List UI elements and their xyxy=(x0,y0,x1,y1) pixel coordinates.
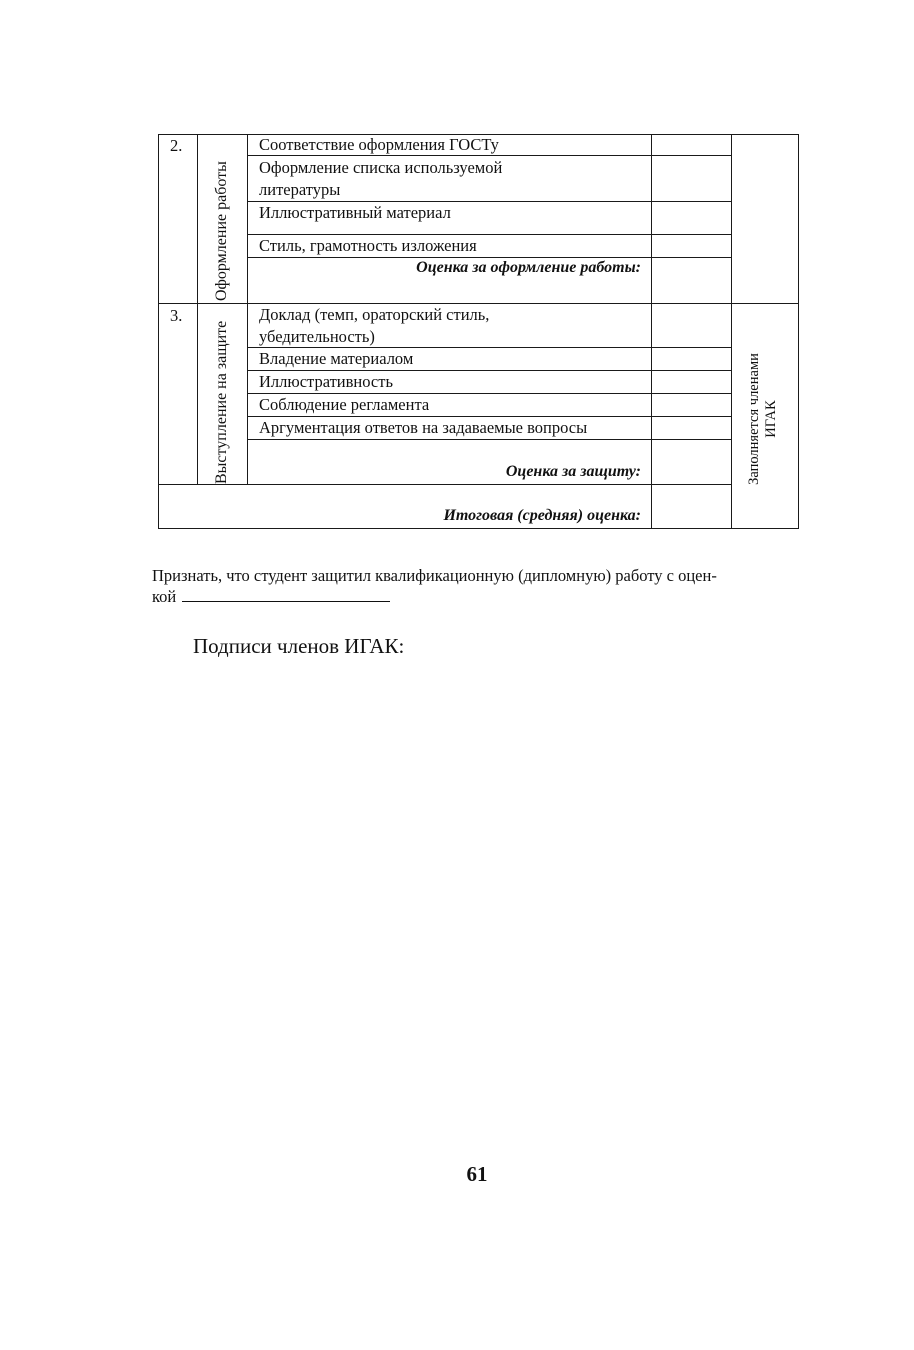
criterion-row: Иллюстративный материал xyxy=(259,203,451,222)
criterion-row: Аргументация ответов на задаваемые вопросы xyxy=(259,418,588,437)
criterion-row: Соблюдение регламента xyxy=(259,395,430,414)
grade-blank-line xyxy=(182,587,390,602)
criterion-row: Оформление списка используемой xyxy=(259,158,503,177)
section-number: 3. xyxy=(170,306,183,325)
evaluation-table xyxy=(158,134,799,529)
side-note-line: Заполняется членами xyxy=(746,353,762,485)
criterion-row: Стиль, грамотность изложения xyxy=(259,236,477,255)
statement xyxy=(152,565,802,607)
criterion-row: убедительность) xyxy=(259,327,375,346)
side-note-line: ИГАК xyxy=(763,400,779,438)
section-group-label: Выступление на защите xyxy=(213,320,230,484)
final-score-label: Итоговая (средняя) оценка: xyxy=(443,507,641,524)
statement-line: кой xyxy=(152,587,177,606)
section-group-label: Оформление работы xyxy=(213,161,230,301)
section-score-label: Оценка за защиту: xyxy=(505,463,641,480)
criterion-row: Иллюстративность xyxy=(259,372,393,391)
statement-line: Признать, что студент защитил квалификационную (дипломную) работу с оцен- xyxy=(152,566,717,585)
criterion-row: Владение материалом xyxy=(259,349,414,368)
section-score-label: Оценка за оформление работы: xyxy=(416,259,641,276)
page-number: 61 xyxy=(466,1162,488,1186)
signatures-label: Подписи членов ИГАК: xyxy=(193,634,405,658)
criterion-row: Соответствие оформления ГОСТу xyxy=(259,135,499,154)
section-number: 2. xyxy=(170,136,183,155)
side-note xyxy=(746,339,780,499)
criterion-row: литературы xyxy=(259,180,341,199)
criterion-row: Доклад (темп, ораторский стиль, xyxy=(259,305,490,324)
